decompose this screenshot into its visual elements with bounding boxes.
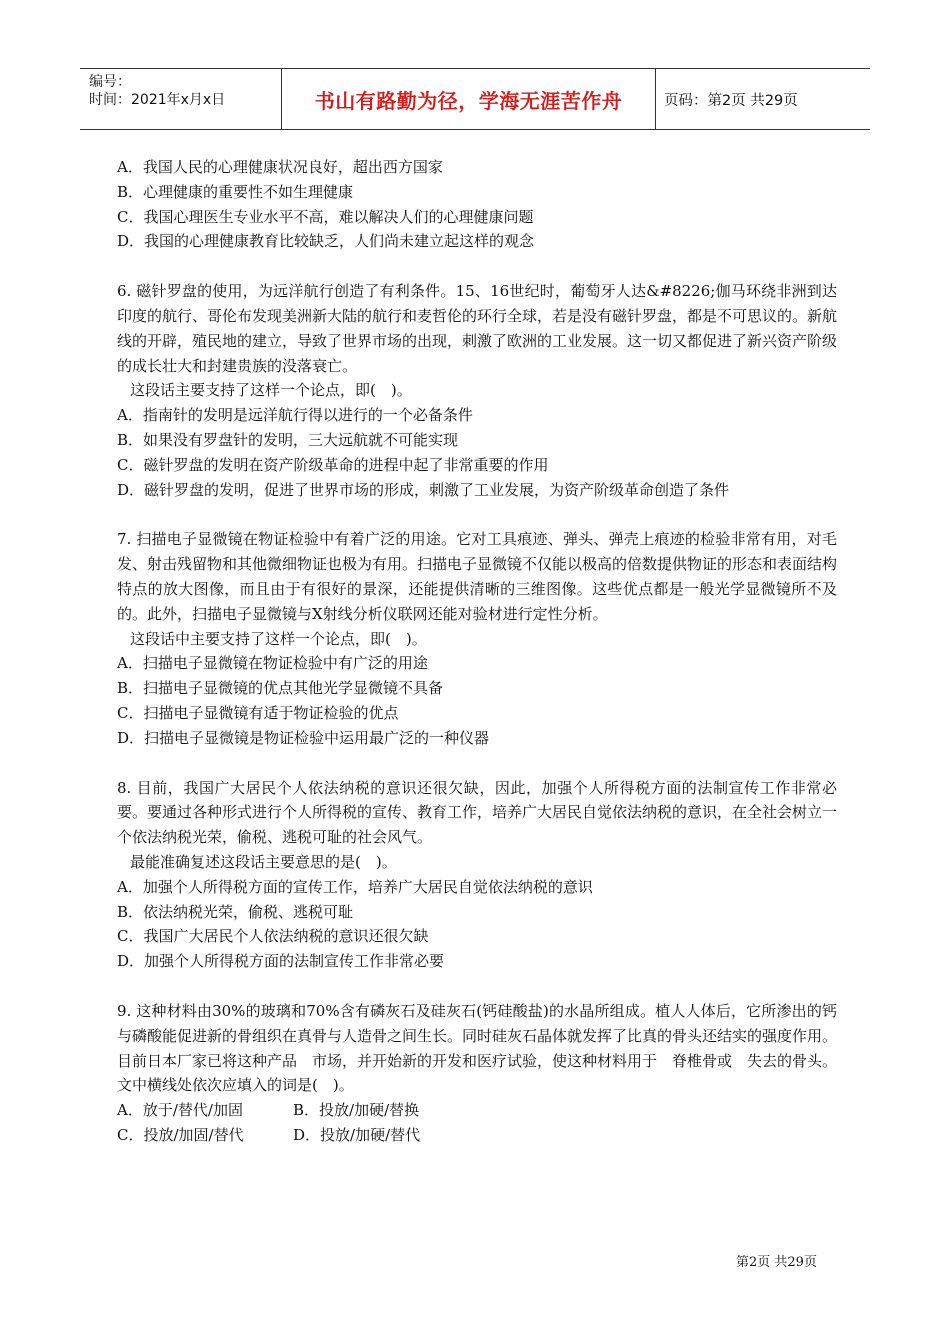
option-b: B．投放/加硬/替换 <box>293 1101 420 1120</box>
question-9 <box>117 999 837 1148</box>
option-c: C．我国广大居民个人依法纳税的意识还很欠缺 <box>117 927 429 946</box>
option-a: A．加强个人所得税方面的宣传工作，培养广大居民自觉依法纳税的意识 <box>117 877 593 896</box>
header-page-cell <box>656 69 870 129</box>
option-d: D．投放/加硬/替代 <box>293 1125 421 1144</box>
page-footer: 第2页 共29页 <box>736 1255 817 1270</box>
question-prompt: 最能准确复述这段话主要意思的是( )。 <box>130 852 397 871</box>
page-header <box>80 68 870 130</box>
document-date-label: 时间：2021年x月x日 <box>89 92 226 108</box>
option-d: D．我国的心理健康教育比较缺乏，人们尚未建立起这样的观念 <box>117 232 535 251</box>
option-b: B．如果没有罗盘针的发明，三大远航就不可能实现 <box>117 430 459 449</box>
option-d: D．扫描电子显微镜是物证检验中运用最广泛的一种仪器 <box>117 728 490 747</box>
document-number-label: 编号： <box>89 74 131 90</box>
question-text: 6. 磁针罗盘的使用，为远洋航行创造了有利条件。15、16世纪时，葡萄牙人达&#8226;伽马环绕非洲到达印度的航行、哥伦布发现美洲新大陆的航行和麦哲伦的环行全球，若是没有磁针罗盘，都是不可思议的。新航线的开辟，殖民地的建立，导致了世界市场的出现，刺激了欧洲的工业发展。这一切又都促进了新兴资产阶级的成长壮大和封建贵族的没落衰亡。 <box>117 282 838 375</box>
header-meta-cell <box>80 69 282 129</box>
option-d: D．加强个人所得税方面的法制宣传工作非常必要 <box>117 952 445 971</box>
option-a: A．扫描电子显微镜在物证检验中有广泛的用途 <box>117 654 428 673</box>
option-b: B．扫描电子显微镜的优点其他光学显微镜不具备 <box>117 679 444 698</box>
header-motto-cell <box>282 69 656 129</box>
q5-options <box>117 155 837 254</box>
option-row <box>117 1123 837 1148</box>
question-prompt: 这段话中主要支持了这样一个论点，即( )。 <box>130 629 427 648</box>
question-text: 9. 这种材料由30%的玻璃和70%含有磷灰石及硅灰石(钙硅酸盐)的水晶所组成。植人人体后，它所渗出的钙与磷酸能促进新的骨组织在真骨与人造骨之间生长。同时硅灰石晶体就发挥了比真的骨头还结实的强度作用。目前日本厂家已将这种产品 市场，并开始新的开发和医疗试验，使这种材料用于 脊椎骨或 失去的骨头。 <box>117 1001 838 1070</box>
header-page-number: 页码：第2页 共29页 <box>664 92 798 109</box>
option-a: A．放于/替代/加固 <box>117 1101 243 1120</box>
option-c: C．扫描电子显微镜有适于物证检验的优点 <box>117 703 399 722</box>
option-c: C．我国心理医生专业水平不高，难以解决人们的心理健康问题 <box>117 207 534 226</box>
option-b: B．心理健康的重要性不如生理健康 <box>117 182 354 201</box>
option-a: A．指南针的发明是远洋航行得以进行的一个必备条件 <box>117 406 473 425</box>
document-body <box>117 155 837 1148</box>
option-a: A．我国人民的心理健康状况良好，超出西方国家 <box>117 158 443 176</box>
question-text: 8. 目前，我国广大居民个人依法纳税的意识还很欠缺，因此，加强个人所得税方面的法制宣传工作非常必要。要通过各种形式进行个人所得税的宣传、教育工作，培养广大居民自觉依法纳税的意识，在全社会树立一个依法纳税光荣，偷税、逃税可耻的社会风气。 <box>117 778 838 847</box>
option-c: C．投放/加固/替代 <box>117 1125 244 1144</box>
header-motto: 书山有路勤为径，学海无涯苦作舟 <box>314 88 623 113</box>
option-b: B．依法纳税光荣，偷税、逃税可耻 <box>117 902 354 921</box>
question-7 <box>117 527 837 750</box>
option-d: D．磁针罗盘的发明，促进了世界市场的形成，刺激了工业发展，为资产阶级革命创造了条件 <box>117 480 730 499</box>
question-prompt: 文中横线处依次应填入的词是( )。 <box>117 1076 354 1095</box>
option-row <box>117 1098 837 1123</box>
question-8 <box>117 776 837 974</box>
question-6 <box>117 279 837 502</box>
question-text: 7. 扫描电子显微镜在物证检验中有着广泛的用途。它对工具痕迹、弹头、弹壳上痕迹的检验非常有用，对毛发、射击残留物和其他微细物证也极为有用。扫描电子显微镜不仅能以极高的倍数提供物证的形态和表面结构特点的放大图像，而且由于有很好的景深，还能提供清晰的三维图像。这些优点都是一般光学显微镜所不及的。此外，扫描电子显微镜与X射线分析仪联网还能对验材进行定性分析。 <box>117 530 838 623</box>
question-prompt: 这段话主要支持了这样一个论点，即( )。 <box>130 381 412 400</box>
option-c: C．磁针罗盘的发明在资产阶级革命的进程中起了非常重要的作用 <box>117 455 549 474</box>
